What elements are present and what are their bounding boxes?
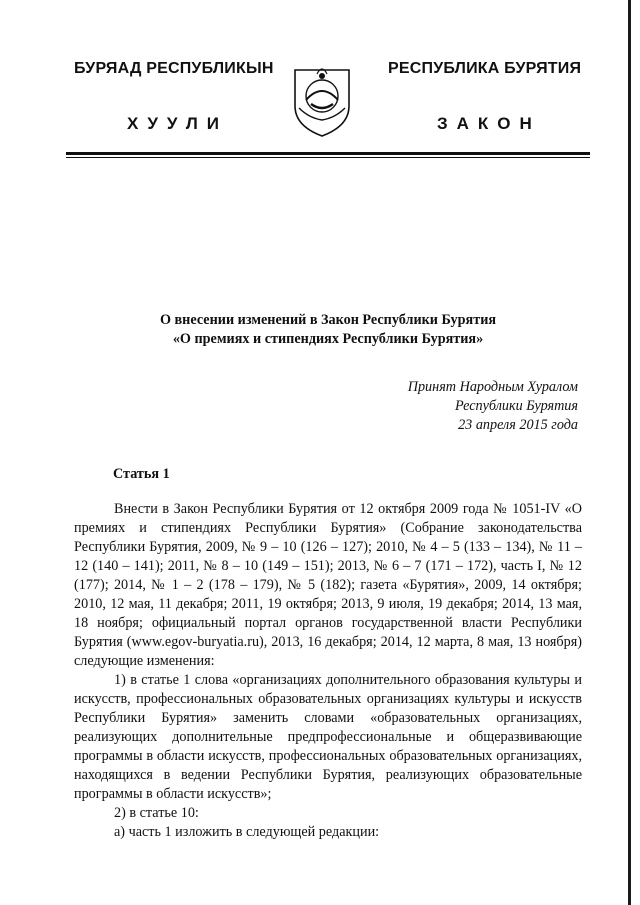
adoption-note — [408, 378, 578, 435]
adoption-note-line-2: Республики Бурятия — [454, 398, 578, 414]
adoption-note-line-1: Принят Народным Хуралом — [407, 379, 578, 395]
adoption-note-date: 23 апреля 2015 года — [458, 417, 578, 433]
article-paragraph: 2) в статье 10: — [114, 805, 199, 821]
header-left-title: БУРЯАД РЕСПУБЛИКЫН — [74, 60, 274, 77]
republic-emblem-icon — [289, 60, 355, 138]
article-paragraph: Внести в Закон Республики Бурятия от 12 октября 2009 года № 1051-IV «О премиях и стипендиях Республики Бурятия» (Собрание законодательства Республики Бурятия, 2009, № 9 – 10 (126 – 127); 2010, № 4 – 5 (133 – 134), № 11 – 12 (140 – 141); 2011, № 8 – 10 (149 – 151); 2013, № 6 – 7 (171 – 172), часть I, № 12 (177); 2014, № 1 – 2 (178 – 179), № 5 (182); газета «Бурятия», 2009, 14 октября; 2010, 12 мая, 11 декабря; 2011, 19 октября; 2013, 9 июля, 19 декабря; 2014, 13 мая, 18 ноября; официальный портал органов государственной власти Республики Бурятия (www.egov-buryatia.ru), 2013, 16 декабря; 2014, 12 марта, 8 мая, 13 ноября) следующие изменения: — [74, 501, 582, 669]
law-title-line-1: О внесении изменений в Закон Республики Бурятия — [159, 312, 497, 328]
article-body — [74, 500, 582, 842]
article-heading: Статья 1 — [113, 466, 170, 482]
law-title-line-2: «О премиях и стипендиях Республики Бурятия» — [172, 331, 484, 347]
header-divider-thin — [66, 157, 590, 158]
header-left-doc-type: ХУУЛИ — [127, 114, 228, 133]
article-paragraph: а) часть 1 изложить в следующей редакции: — [114, 824, 380, 840]
header-right-title: РЕСПУБЛИКА БУРЯТИЯ — [388, 60, 582, 77]
page-edge-line — [628, 0, 631, 905]
law-title — [66, 311, 590, 349]
header-right-doc-type: ЗАКОН — [437, 114, 541, 133]
header-divider-thick — [66, 152, 590, 155]
article-paragraph: 1) в статье 1 слова «организациях дополнительного образования культуры и искусств, профессиональных образовательных организациях культуры и искусств Республики Бурятия» заменить словами «образовательных организациях, реализующих дополнительные предпрофессиональные и общеразвивающие программы в области искусств, профессиональных образовательных организациях, находящихся в ведении Республики Бурятия, реализующих образовательные программы в области искусств»; — [74, 672, 582, 802]
